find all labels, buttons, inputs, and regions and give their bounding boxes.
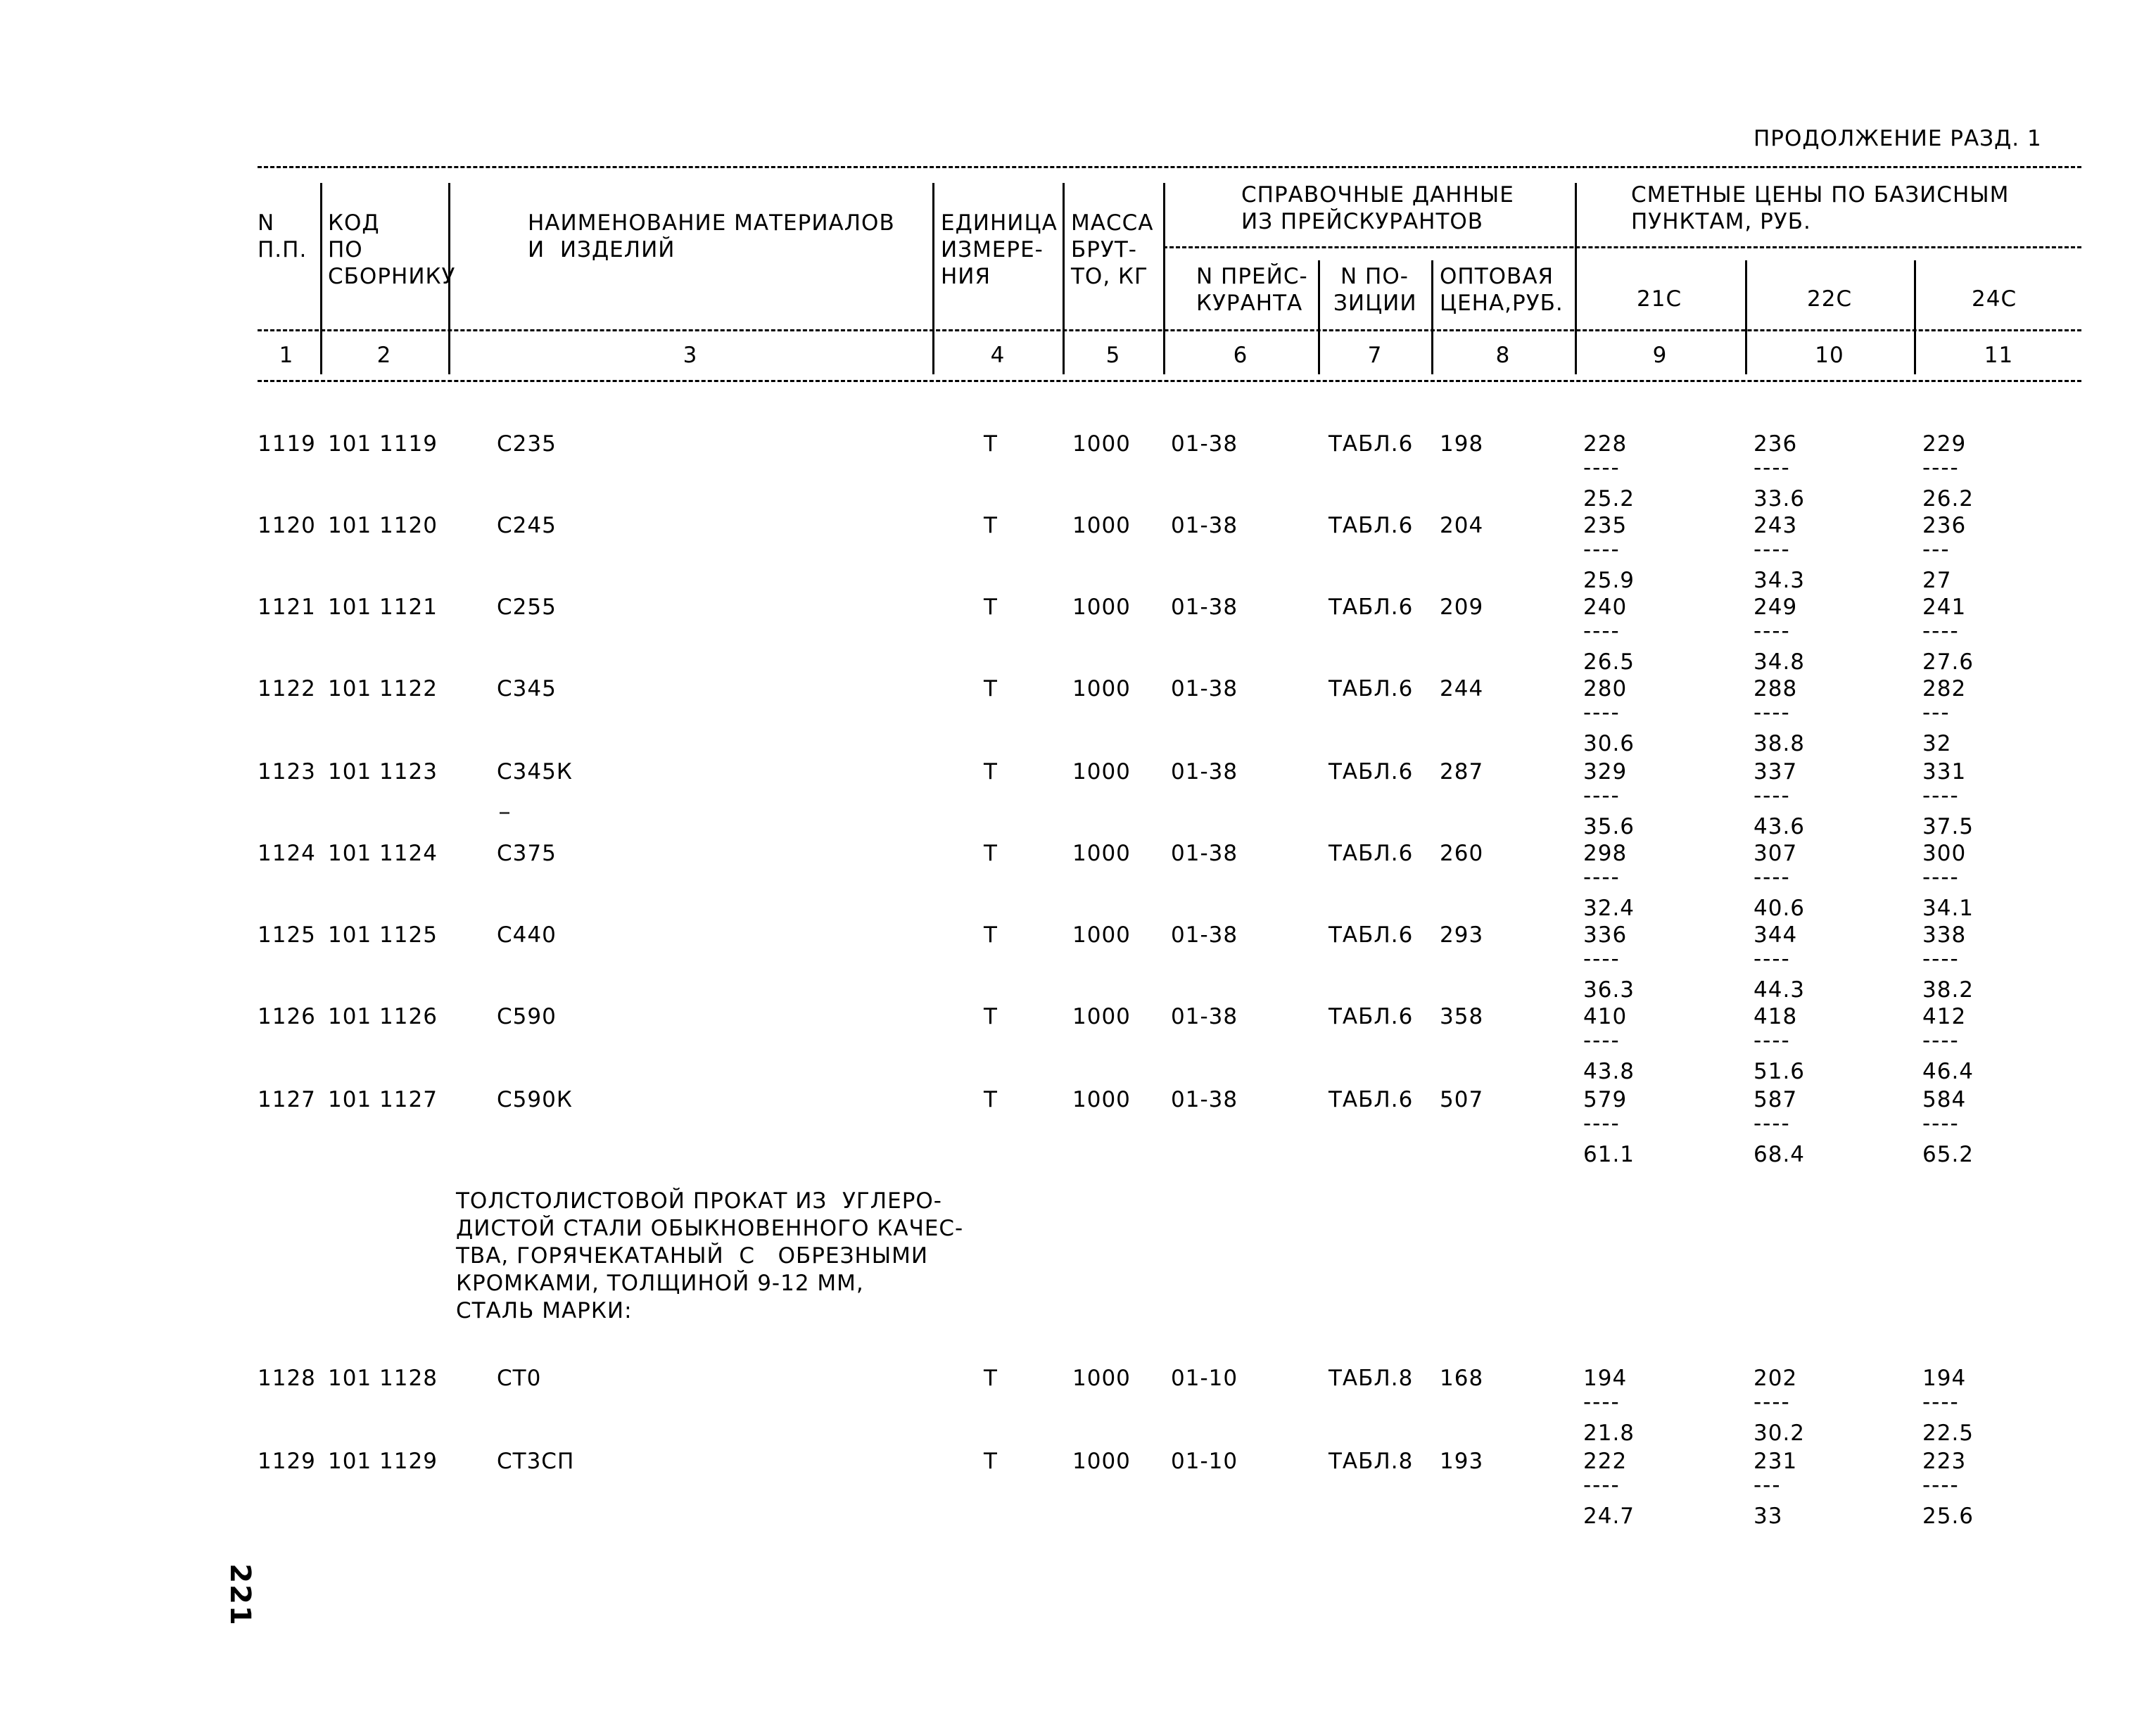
fraction-bar: --- — [1754, 1473, 1782, 1498]
cell-price-21c-numerator: 298 — [1583, 841, 1628, 866]
cell-price-21c-numerator: 329 — [1583, 759, 1628, 784]
cell-pricelist: 01-10 — [1171, 1449, 1238, 1474]
cell-price-22c-numerator: 344 — [1754, 922, 1798, 948]
cell-price-22c-numerator: 288 — [1754, 676, 1798, 701]
cell-price-21c-denominator: 30.6 — [1583, 731, 1635, 756]
cell-price-21c-numerator: 194 — [1583, 1366, 1628, 1391]
cell-price-21c-denominator: 25.2 — [1583, 486, 1635, 512]
cell-code: 101 1124 — [328, 841, 438, 866]
cell-position: ТАБЛ.6 — [1329, 759, 1414, 784]
cell-mass: 1000 — [1072, 1004, 1131, 1029]
fraction-bar: ---- — [1922, 783, 1960, 808]
cell-price-22c-numerator: 249 — [1754, 595, 1798, 620]
cell-mass: 1000 — [1072, 513, 1131, 538]
cell-price-22c-numerator: 231 — [1754, 1449, 1798, 1474]
cell-price-24c-numerator: 584 — [1922, 1087, 1967, 1112]
fraction-bar: ---- — [1754, 700, 1791, 725]
fraction-bar: ---- — [1922, 1390, 1960, 1415]
cell-price-21c-denominator: 43.8 — [1583, 1059, 1635, 1084]
cell-price-21c-numerator: 579 — [1583, 1087, 1628, 1112]
cell-price-24c-denominator: 38.2 — [1922, 977, 1974, 1003]
cell-position: ТАБЛ.8 — [1329, 1449, 1414, 1474]
cell-mass: 1000 — [1072, 1087, 1131, 1112]
cell-code: 101 1128 — [328, 1366, 438, 1391]
col-number-10: 10 — [1815, 343, 1844, 368]
fraction-bar: ---- — [1583, 1111, 1621, 1136]
cell-price-24c-numerator: 412 — [1922, 1004, 1967, 1029]
header-code-line3: СБОРНИКУ — [328, 264, 456, 289]
cell-position: ТАБЛ.6 — [1329, 595, 1414, 620]
cell-pricelist: 01-38 — [1171, 922, 1238, 948]
cell-price-24c-denominator: 46.4 — [1922, 1059, 1974, 1084]
cell-price-24c-numerator: 223 — [1922, 1449, 1967, 1474]
cell-code: 101 1121 — [328, 595, 438, 620]
cell-wholesale-price: 209 — [1440, 595, 1484, 620]
cell-price-22c-numerator: 337 — [1754, 759, 1798, 784]
header-reference-group-line2: ИЗ ПРЕЙСКУРАНТОВ — [1241, 209, 1484, 234]
cell-mass: 1000 — [1072, 841, 1131, 866]
cell-price-24c-numerator: 282 — [1922, 676, 1967, 701]
cell-mass: 1000 — [1072, 1366, 1131, 1391]
cell-code: 101 1122 — [328, 676, 438, 701]
cell-wholesale-price: 507 — [1440, 1087, 1484, 1112]
cell-npp: 1127 — [258, 1087, 316, 1112]
header-position-line1: N ПО- — [1340, 264, 1409, 289]
cell-price-24c-numerator: 194 — [1922, 1366, 1967, 1391]
fraction-bar: ---- — [1754, 783, 1791, 808]
cell-price-22c-denominator: 33 — [1754, 1504, 1783, 1529]
cell-position: ТАБЛ.6 — [1329, 922, 1414, 948]
subheading-line: ТОЛСТОЛИСТОВОЙ ПРОКАТ ИЗ УГЛЕРО- — [456, 1188, 942, 1214]
cell-price-21c-denominator: 24.7 — [1583, 1504, 1635, 1529]
cell-price-21c-numerator: 228 — [1583, 431, 1628, 457]
cell-code: 101 1120 — [328, 513, 438, 538]
cell-pricelist: 01-38 — [1171, 431, 1238, 457]
cell-pricelist: 01-38 — [1171, 759, 1238, 784]
col-number-7: 7 — [1367, 343, 1383, 368]
cell-material-name: С440 — [497, 922, 557, 948]
cell-position: ТАБЛ.6 — [1329, 1087, 1414, 1112]
header-npp-line2: П.П. — [258, 237, 307, 262]
fraction-bar: ---- — [1754, 1028, 1791, 1053]
cell-code: 101 1123 — [328, 759, 438, 784]
cell-code: 101 1127 — [328, 1087, 438, 1112]
cell-material-name: СТ0 — [497, 1366, 542, 1391]
header-numbers-rule — [258, 329, 2081, 331]
cell-price-24c-numerator: 236 — [1922, 513, 1967, 538]
col-number-8: 8 — [1495, 343, 1511, 368]
col-number-9: 9 — [1652, 343, 1668, 368]
fraction-bar: ---- — [1754, 1111, 1791, 1136]
cell-price-21c-denominator: 25.9 — [1583, 568, 1635, 593]
fraction-bar: ---- — [1922, 1028, 1960, 1053]
fraction-bar: ---- — [1754, 618, 1791, 644]
header-point-22c: 22С — [1807, 286, 1853, 312]
col-number-11: 11 — [1984, 343, 2014, 368]
cell-mass: 1000 — [1072, 676, 1131, 701]
cell-npp: 1128 — [258, 1366, 316, 1391]
cell-price-21c-denominator: 21.8 — [1583, 1421, 1635, 1446]
cell-unit: Т — [984, 841, 998, 866]
cell-price-21c-denominator: 26.5 — [1583, 649, 1635, 675]
cell-price-22c-denominator: 51.6 — [1754, 1059, 1806, 1084]
cell-position: ТАБЛ.8 — [1329, 1366, 1414, 1391]
cell-material-name: С235 — [497, 431, 557, 457]
section-continuation-note: ПРОДОЛЖЕНИЕ РАЗД. 1 — [1754, 126, 2042, 151]
col-number-4: 4 — [990, 343, 1006, 368]
fraction-bar: ---- — [1922, 865, 1960, 890]
cell-price-22c-denominator: 30.2 — [1754, 1421, 1806, 1446]
col-number-5: 5 — [1105, 343, 1121, 368]
cell-price-21c-numerator: 410 — [1583, 1004, 1628, 1029]
cell-price-22c-denominator: 34.8 — [1754, 649, 1806, 675]
cell-wholesale-price: 168 — [1440, 1366, 1484, 1391]
cell-price-22c-denominator: 43.6 — [1754, 814, 1806, 839]
cell-price-24c-denominator: 37.5 — [1922, 814, 1974, 839]
cell-wholesale-price: 293 — [1440, 922, 1484, 948]
fraction-bar: ---- — [1583, 1028, 1621, 1053]
col-number-6: 6 — [1233, 343, 1248, 368]
cell-price-24c-denominator: 25.6 — [1922, 1504, 1974, 1529]
header-npp-line1: N — [258, 210, 275, 236]
cell-position: ТАБЛ.6 — [1329, 431, 1414, 457]
fraction-bar: ---- — [1583, 1390, 1621, 1415]
fraction-bar: ---- — [1922, 946, 1960, 972]
cell-npp: 1119 — [258, 431, 316, 457]
cell-price-24c-numerator: 229 — [1922, 431, 1967, 457]
cell-material-name: С590 — [497, 1004, 557, 1029]
cell-material-name: С375 — [497, 841, 557, 866]
cell-npp: 1121 — [258, 595, 316, 620]
cell-price-22c-denominator: 34.3 — [1754, 568, 1806, 593]
cell-unit: Т — [984, 1366, 998, 1391]
cell-price-22c-denominator: 38.8 — [1754, 731, 1806, 756]
header-wholesale-line1: ОПТОВАЯ — [1440, 264, 1554, 289]
header-unit-line3: НИЯ — [941, 264, 991, 289]
header-prices-group-line2: ПУНКТАМ, РУБ. — [1631, 209, 1811, 234]
fraction-bar: ---- — [1583, 700, 1621, 725]
header-name-line2: И ИЗДЕЛИЙ — [528, 237, 676, 262]
cell-price-21c-numerator: 240 — [1583, 595, 1628, 620]
cell-unit: Т — [984, 513, 998, 538]
cell-mass: 1000 — [1072, 759, 1131, 784]
header-code-line2: ПО — [328, 237, 363, 262]
header-position-line2: ЗИЦИИ — [1333, 291, 1417, 316]
cell-price-24c-numerator: 338 — [1922, 922, 1967, 948]
cell-wholesale-price: 193 — [1440, 1449, 1484, 1474]
cell-npp: 1126 — [258, 1004, 316, 1029]
cell-price-24c-denominator: 27.6 — [1922, 649, 1974, 675]
col-number-2: 2 — [376, 343, 392, 368]
cell-pricelist: 01-38 — [1171, 595, 1238, 620]
cell-npp: 1124 — [258, 841, 316, 866]
cell-code: 101 1125 — [328, 922, 438, 948]
header-point-21c: 21С — [1637, 286, 1682, 312]
cell-code: 101 1126 — [328, 1004, 438, 1029]
header-top-rule — [258, 166, 2081, 168]
cell-price-22c-numerator: 236 — [1754, 431, 1798, 457]
header-prices-group-line1: СМЕТНЫЕ ЦЕНЫ ПО БАЗИСНЫМ — [1631, 182, 2010, 208]
header-mass-line2: БРУТ- — [1071, 237, 1137, 262]
cell-unit: Т — [984, 595, 998, 620]
header-point-24c: 24С — [1972, 286, 2017, 312]
subheading-line: СТАЛЬ МАРКИ: — [456, 1298, 633, 1323]
cell-price-24c-numerator: 331 — [1922, 759, 1967, 784]
header-pricelist-line2: КУРАНТА — [1196, 291, 1303, 316]
col-number-1: 1 — [279, 343, 294, 368]
cell-price-24c-denominator: 65.2 — [1922, 1142, 1974, 1167]
cell-npp: 1122 — [258, 676, 316, 701]
fraction-bar: ---- — [1583, 946, 1621, 972]
cell-npp: 1123 — [258, 759, 316, 784]
fraction-bar: ---- — [1754, 455, 1791, 481]
cell-price-21c-denominator: 35.6 — [1583, 814, 1635, 839]
scan-smudge — [500, 812, 509, 814]
fraction-bar: ---- — [1583, 618, 1621, 644]
cell-price-21c-numerator: 222 — [1583, 1449, 1628, 1474]
cell-price-21c-numerator: 235 — [1583, 513, 1628, 538]
subheading-line: ДИСТОЙ СТАЛИ ОБЫКНОВЕННОГО КАЧЕС- — [456, 1216, 964, 1241]
cell-unit: Т — [984, 1087, 998, 1112]
cell-npp: 1120 — [258, 513, 316, 538]
cell-material-name: С245 — [497, 513, 557, 538]
cell-npp: 1125 — [258, 922, 316, 948]
header-unit-line2: ИЗМЕРЕ- — [941, 237, 1044, 262]
cell-wholesale-price: 204 — [1440, 513, 1484, 538]
cell-price-22c-numerator: 307 — [1754, 841, 1798, 866]
header-name-line1: НАИМЕНОВАНИЕ МАТЕРИАЛОВ — [528, 210, 895, 236]
cell-price-24c-denominator: 34.1 — [1922, 896, 1974, 921]
cell-unit: Т — [984, 676, 998, 701]
cell-mass: 1000 — [1072, 1449, 1131, 1474]
cell-position: ТАБЛ.6 — [1329, 676, 1414, 701]
cell-price-24c-denominator: 22.5 — [1922, 1421, 1974, 1446]
cell-pricelist: 01-10 — [1171, 1366, 1238, 1391]
cell-position: ТАБЛ.6 — [1329, 1004, 1414, 1029]
fraction-bar: ---- — [1922, 1473, 1960, 1498]
cell-price-22c-numerator: 587 — [1754, 1087, 1798, 1112]
cell-price-24c-denominator: 26.2 — [1922, 486, 1974, 512]
fraction-bar: --- — [1922, 700, 1951, 725]
cell-price-21c-denominator: 32.4 — [1583, 896, 1635, 921]
fraction-bar: ---- — [1754, 946, 1791, 972]
cell-wholesale-price: 287 — [1440, 759, 1484, 784]
fraction-bar: ---- — [1922, 455, 1960, 481]
cell-unit: Т — [984, 1449, 998, 1474]
cell-material-name: СТ3СП — [497, 1449, 575, 1474]
cell-pricelist: 01-38 — [1171, 513, 1238, 538]
cell-pricelist: 01-38 — [1171, 1004, 1238, 1029]
header-unit-line1: ЕДИНИЦА — [941, 210, 1058, 236]
cell-unit: Т — [984, 922, 998, 948]
cell-pricelist: 01-38 — [1171, 1087, 1238, 1112]
cell-price-21c-numerator: 336 — [1583, 922, 1628, 948]
cell-code: 101 1129 — [328, 1449, 438, 1474]
cell-price-22c-denominator: 40.6 — [1754, 896, 1806, 921]
cell-wholesale-price: 244 — [1440, 676, 1484, 701]
cell-price-21c-denominator: 36.3 — [1583, 977, 1635, 1003]
cell-price-22c-numerator: 418 — [1754, 1004, 1798, 1029]
col-number-3: 3 — [683, 343, 698, 368]
cell-position: ТАБЛ.6 — [1329, 513, 1414, 538]
fraction-bar: ---- — [1922, 1111, 1960, 1136]
cell-unit: Т — [984, 1004, 998, 1029]
cell-position: ТАБЛ.6 — [1329, 841, 1414, 866]
cell-price-24c-numerator: 241 — [1922, 595, 1967, 620]
fraction-bar: ---- — [1583, 537, 1621, 562]
cell-material-name: С590К — [497, 1087, 573, 1112]
cell-mass: 1000 — [1072, 595, 1131, 620]
fraction-bar: ---- — [1583, 455, 1621, 481]
cell-pricelist: 01-38 — [1171, 676, 1238, 701]
cell-price-21c-denominator: 61.1 — [1583, 1142, 1635, 1167]
fraction-bar: ---- — [1754, 1390, 1791, 1415]
cell-wholesale-price: 260 — [1440, 841, 1484, 866]
header-mass-line3: ТО, КГ — [1071, 264, 1148, 289]
cell-unit: Т — [984, 431, 998, 457]
header-reference-group-line1: СПРАВОЧНЫЕ ДАННЫЕ — [1241, 182, 1514, 208]
cell-price-24c-numerator: 300 — [1922, 841, 1967, 866]
cell-code: 101 1119 — [328, 431, 438, 457]
fraction-bar: ---- — [1583, 1473, 1621, 1498]
cell-price-22c-numerator: 243 — [1754, 513, 1798, 538]
fraction-bar: ---- — [1583, 783, 1621, 808]
header-mass-line1: МАССА — [1071, 210, 1154, 236]
cell-npp: 1129 — [258, 1449, 316, 1474]
page-number: 221 — [223, 1563, 256, 1627]
cell-price-22c-denominator: 68.4 — [1754, 1142, 1806, 1167]
fraction-bar: --- — [1922, 537, 1951, 562]
header-pricelist-line1: N ПРЕЙС- — [1196, 264, 1308, 289]
cell-price-22c-denominator: 44.3 — [1754, 977, 1806, 1003]
fraction-bar: ---- — [1754, 865, 1791, 890]
subheading-line: КРОМКАМИ, ТОЛЩИНОЙ 9-12 ММ, — [456, 1271, 864, 1296]
header-group-rule — [1163, 246, 2081, 248]
fraction-bar: ---- — [1583, 865, 1621, 890]
cell-wholesale-price: 358 — [1440, 1004, 1484, 1029]
cell-material-name: С255 — [497, 595, 557, 620]
cell-pricelist: 01-38 — [1171, 841, 1238, 866]
subheading-line: ТВА, ГОРЯЧЕКАТАНЫЙ С ОБРЕЗНЫМИ — [456, 1243, 929, 1269]
cell-price-24c-denominator: 27 — [1922, 568, 1952, 593]
header-wholesale-line2: ЦЕНА,РУБ. — [1440, 291, 1564, 316]
cell-price-22c-numerator: 202 — [1754, 1366, 1798, 1391]
header-code-line1: КОД — [328, 210, 380, 236]
cell-mass: 1000 — [1072, 431, 1131, 457]
fraction-bar: ---- — [1754, 537, 1791, 562]
cell-mass: 1000 — [1072, 922, 1131, 948]
header-bottom-rule — [258, 380, 2081, 382]
cell-material-name: С345 — [497, 676, 557, 701]
cell-wholesale-price: 198 — [1440, 431, 1484, 457]
cell-unit: Т — [984, 759, 998, 784]
cell-price-24c-denominator: 32 — [1922, 731, 1952, 756]
cell-price-22c-denominator: 33.6 — [1754, 486, 1806, 512]
cell-material-name: С345К — [497, 759, 573, 784]
fraction-bar: ---- — [1922, 618, 1960, 644]
cell-price-21c-numerator: 280 — [1583, 676, 1628, 701]
